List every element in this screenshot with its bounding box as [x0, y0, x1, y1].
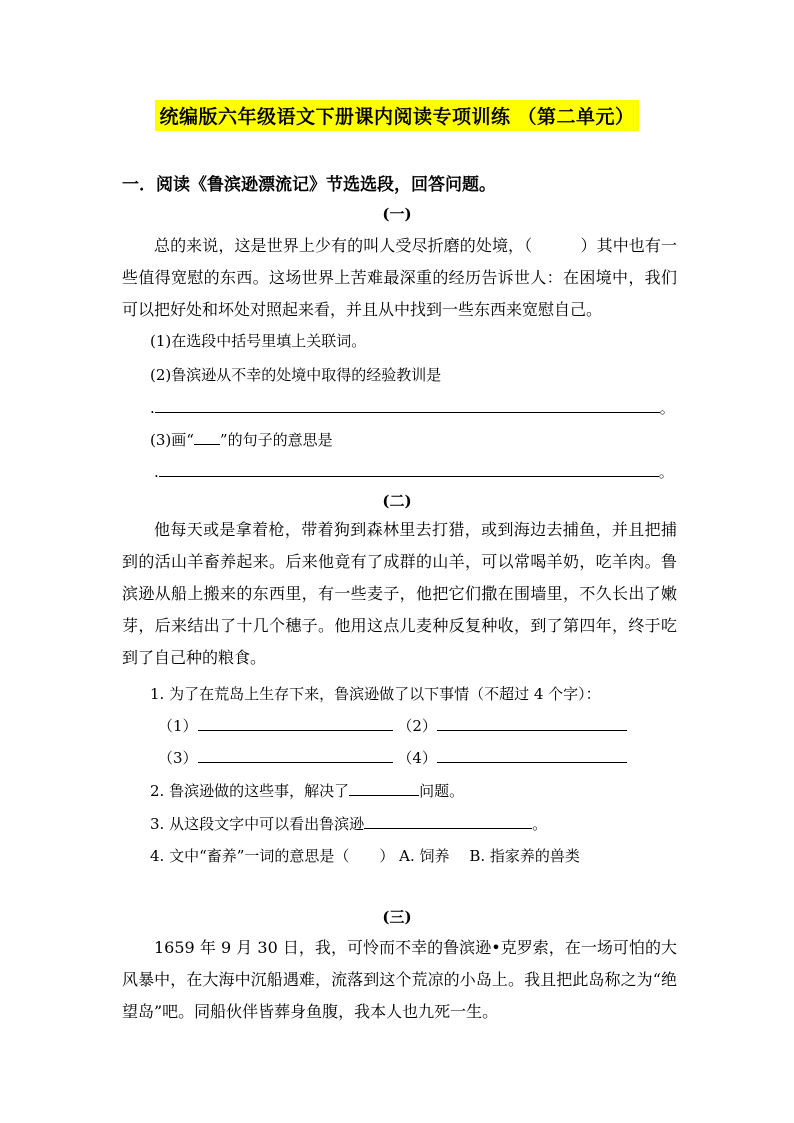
part2-question-3: [150, 812, 547, 834]
underline-sample: [194, 428, 220, 445]
part1-answer-line-3: [154, 460, 674, 482]
part1-answer-line-2: [150, 396, 675, 418]
part1-question-3: [150, 428, 333, 450]
part2-blank-row-2: [158, 746, 627, 768]
title-wrap: [0, 100, 794, 131]
part2-paragraph: 他每天或是拿着枪，带着狗到森林里去打猎，或到海边去捕鱼，并且把捕到的活山羊畜养起来。后来他竟有了成群的山羊，可以常喝羊奶，吃羊肉。鲁滨逊从船上搬来的东西里，有一些麦子，他把它们撒在围墙里，不久长出了嫩芽，后来结出了十几个穗子。他用这点儿麦种反复种收，到了第四年，终于吃到了自己种的粮食。: [122, 520, 677, 667]
q3-suffix: ”的句子的意思是: [219, 431, 333, 449]
part3-label: (三): [382, 908, 412, 926]
part2-question-1: 1. 为了在荒岛上生存下来，鲁滨逊做了以下事情（不超过 4 个字）：: [150, 685, 601, 703]
part3-paragraph: 1659 年 9 月 30 日，我，可怜而不幸的鲁滨逊•克罗索，在一场可怕的大风暴中，在大海中沉船遇难，流落到这个荒凉的小岛上。我且把此岛称之为“绝望岛”吧。同船伙伴皆葬身鱼腹，我本人也九死一生。: [122, 938, 677, 1021]
answer-blank[interactable]: [349, 779, 419, 796]
period: 。: [658, 463, 674, 481]
answer-blank[interactable]: [155, 396, 660, 413]
blank-label-4: （4）: [397, 749, 437, 767]
answer-blank[interactable]: [159, 460, 659, 477]
part2-blank-row-1: [158, 714, 627, 736]
answer-blank-1[interactable]: [198, 714, 393, 731]
section-heading: 一．阅读《鲁滨逊漂流记》节选选段，回答问题。: [122, 175, 496, 195]
dot: .: [150, 399, 155, 417]
q3-suffix: 。: [532, 815, 548, 833]
answer-blank-4[interactable]: [437, 746, 627, 763]
answer-blank-3[interactable]: [198, 746, 393, 763]
blank-label-3: （3）: [158, 749, 198, 767]
dot: .: [154, 463, 159, 481]
part2-question-4: 4. 文中“畜养”一词的意思是（ ） A. 饲养 B. 指家养的兽类: [150, 847, 580, 865]
q2-suffix: 问题。: [419, 782, 465, 800]
q3-prefix: 3. 从这段文字中可以看出鲁滨逊: [150, 815, 365, 833]
answer-blank[interactable]: [364, 812, 532, 829]
part2-label: (二): [382, 492, 412, 510]
part1-label: (一): [382, 205, 412, 223]
part1-question-2: (2)鲁滨逊从不幸的处境中取得的经验教训是: [150, 366, 442, 384]
period: 。: [659, 399, 675, 417]
q2-prefix: 2. 鲁滨逊做的这些事，解决了: [150, 782, 350, 800]
part2-question-2: [150, 779, 464, 801]
worksheet-title: 统编版六年级语文下册课内阅读专项训练 （第二单元）: [155, 100, 638, 131]
q3-prefix: (3)画“: [150, 431, 194, 449]
answer-blank-2[interactable]: [437, 714, 627, 731]
part1-paragraph: 总的来说，这是世界上少有的叫人受尽折磨的处境，（ ）其中也有一些值得宽慰的东西。这场世界上苦难最深重的经历告诉世人：在困境中，我们可以把好处和坏处对照起来看，并且从中找到一些东西来宽慰自己。: [122, 236, 677, 319]
blank-label-1: （1）: [158, 717, 198, 735]
blank-label-2: （2）: [397, 717, 437, 735]
part1-question-1: (1)在选段中括号里填上关联词。: [150, 332, 367, 350]
